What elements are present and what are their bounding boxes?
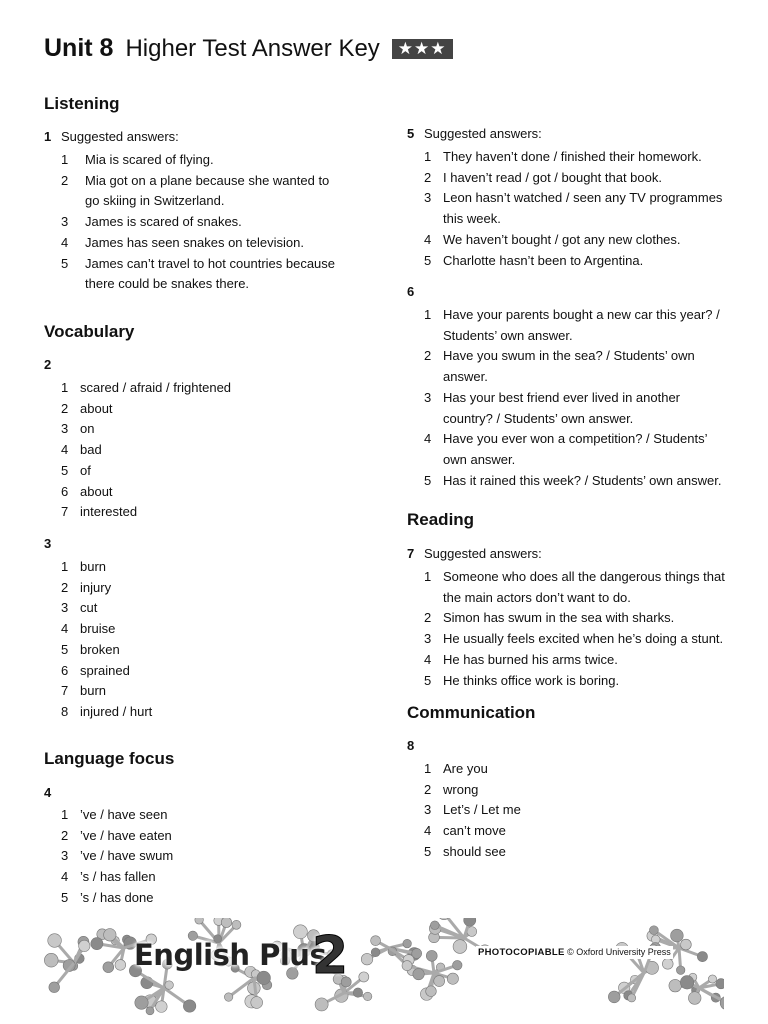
answer-number: 1 xyxy=(61,559,69,574)
answer-item xyxy=(424,650,729,671)
section-title-listening: Listening xyxy=(44,94,120,113)
answer-list-2 xyxy=(61,378,346,523)
answer-item xyxy=(61,233,346,254)
answer-number: 4 xyxy=(424,431,432,447)
answer-item xyxy=(61,661,346,682)
answer-item xyxy=(61,254,346,295)
answer-item xyxy=(61,378,346,399)
answer-number: 2 xyxy=(424,610,432,626)
answer-text: burn xyxy=(80,683,107,699)
answer-item xyxy=(424,759,729,780)
answer-text: should see xyxy=(443,843,506,859)
answer-text: ’ve / have seen xyxy=(80,807,168,822)
answer-text: ’s / has done xyxy=(80,889,154,905)
answer-item xyxy=(61,867,346,888)
answer-text: Have your parents bought a new car this year? / Students’ own answer. xyxy=(443,307,720,343)
section-title-language-focus: Language focus xyxy=(44,749,175,768)
answer-text: James can’t travel to hot countries because there could be snakes there. xyxy=(85,255,336,292)
answer-item xyxy=(61,419,346,440)
answer-number: 2 xyxy=(61,400,69,416)
answer-item xyxy=(61,557,346,578)
answer-list-5 xyxy=(424,147,729,271)
answer-text: ’s / has fallen xyxy=(80,869,156,885)
answer-list-6 xyxy=(424,305,729,491)
answer-number: 1 xyxy=(61,807,69,822)
answer-item xyxy=(424,671,729,692)
answer-number: 3 xyxy=(61,600,69,616)
answer-item xyxy=(424,471,729,492)
answer-number: 4 xyxy=(424,651,432,667)
exercise-number: 8 xyxy=(407,738,415,753)
answer-item xyxy=(61,578,346,599)
answer-text: James is scared of snakes. xyxy=(85,214,242,230)
answer-list-3 xyxy=(61,557,346,723)
answer-item xyxy=(424,780,729,801)
exercise-7-header xyxy=(407,546,542,561)
answer-text: injury xyxy=(80,579,112,595)
answer-text: wrong xyxy=(443,781,479,797)
answer-list-7 xyxy=(424,567,729,691)
answer-text: of xyxy=(80,462,91,478)
exercise-2-header xyxy=(44,357,61,372)
answer-text: He thinks office work is boring. xyxy=(443,672,620,688)
answer-item xyxy=(424,567,729,608)
answer-number: 3 xyxy=(61,421,69,437)
answer-text: interested xyxy=(80,504,138,520)
answer-number: 5 xyxy=(61,641,69,657)
answer-item xyxy=(61,212,346,233)
answer-number: 7 xyxy=(61,504,69,520)
answer-text: bruise xyxy=(80,621,116,637)
answer-text: James has seen snakes on television. xyxy=(85,234,304,250)
answer-text: He has burned his arms twice. xyxy=(443,651,618,667)
answer-text: injured / hurt xyxy=(80,703,153,719)
answer-number: 3 xyxy=(424,631,432,647)
answer-text: sprained xyxy=(80,662,130,678)
answer-item xyxy=(424,346,729,387)
answer-number: 3 xyxy=(424,802,432,818)
answer-text: can’t move xyxy=(443,823,506,839)
exercise-6-header xyxy=(407,284,424,299)
answer-number: 2 xyxy=(424,169,432,185)
answer-number: 8 xyxy=(61,703,69,719)
exercise-5-header xyxy=(407,126,542,141)
section-title-reading: Reading xyxy=(407,510,475,529)
answer-item xyxy=(61,846,346,867)
answer-item xyxy=(424,821,729,842)
answer-list-8 xyxy=(424,759,729,863)
answer-item xyxy=(424,147,729,168)
answer-item xyxy=(61,502,346,523)
exercise-intro: Suggested answers: xyxy=(424,546,542,561)
answer-item xyxy=(61,150,346,171)
section-title-vocabulary: Vocabulary xyxy=(44,322,135,341)
answer-text: Have you swum in the sea? / Students’ own answer. xyxy=(443,348,695,385)
answer-number: 4 xyxy=(61,869,69,885)
photocopiable-notice xyxy=(476,946,673,959)
answer-item xyxy=(424,608,729,629)
answer-text: They haven’t done / finished their homework. xyxy=(443,149,702,164)
exercise-1-header xyxy=(44,129,179,144)
answer-number: 4 xyxy=(61,442,69,458)
answer-item xyxy=(61,440,346,461)
exercise-intro: Suggested answers: xyxy=(424,126,542,141)
answer-number: 1 xyxy=(424,307,432,322)
exercise-number: 1 xyxy=(44,129,52,144)
answer-item xyxy=(424,305,729,346)
exercise-3-header xyxy=(44,536,61,551)
answer-text: Let’s / Let me xyxy=(443,802,521,818)
answer-text: Someone who does all the dangerous things that the main actors don’t want to do. xyxy=(443,569,725,605)
answer-text: Leon hasn’t watched / seen any TV programmes this week. xyxy=(443,190,723,227)
answer-item xyxy=(424,800,729,821)
answer-item xyxy=(61,826,346,847)
answer-text: Simon has swum in the sea with sharks. xyxy=(443,610,675,626)
answer-text: Are you xyxy=(443,761,488,776)
exercise-number: 4 xyxy=(44,785,52,800)
answer-text: I haven’t read / got / bought that book. xyxy=(443,169,662,185)
answer-number: 6 xyxy=(61,483,69,499)
exercise-4-header xyxy=(44,785,61,800)
answer-item xyxy=(61,598,346,619)
exercise-8-header xyxy=(407,738,424,753)
page-header xyxy=(44,34,453,63)
footer-banner xyxy=(44,918,724,1016)
answer-number: 5 xyxy=(424,472,432,488)
answer-number: 7 xyxy=(61,683,69,699)
answer-item xyxy=(61,888,346,909)
answer-number: 4 xyxy=(61,234,69,250)
answer-item xyxy=(424,429,729,470)
exercise-number: 3 xyxy=(44,536,52,551)
exercise-number: 6 xyxy=(407,284,415,299)
answer-number: 4 xyxy=(424,823,432,839)
answer-item xyxy=(424,230,729,251)
answer-number: 5 xyxy=(424,672,432,688)
answer-number: 3 xyxy=(61,214,69,230)
answer-number: 1 xyxy=(424,761,432,776)
answer-number: 3 xyxy=(424,190,432,206)
answer-item xyxy=(61,619,346,640)
page-title: Higher Test Answer Key xyxy=(125,35,380,62)
answer-number: 6 xyxy=(61,662,69,678)
answer-number: 4 xyxy=(61,621,69,637)
answer-item xyxy=(61,482,346,503)
exercise-number: 2 xyxy=(44,357,52,372)
answer-text: about xyxy=(80,483,113,499)
answer-number: 2 xyxy=(61,827,69,843)
answer-item xyxy=(61,399,346,420)
answer-text: Has your best friend ever lived in another country? / Students’ own answer. xyxy=(443,389,681,426)
answer-text: We haven’t bought / got any new clothes. xyxy=(443,231,681,247)
brand-logo-text: English Plus xyxy=(134,938,327,972)
answer-number: 5 xyxy=(424,843,432,859)
answer-item xyxy=(424,168,729,189)
answer-text: Has it rained this week? / Students’ own answer. xyxy=(443,472,722,488)
photocopiable-label: PHOTOCOPIABLE xyxy=(478,947,565,958)
answer-number: 1 xyxy=(61,152,69,167)
answer-text: on xyxy=(80,421,95,437)
answer-text: He usually feels excited when he’s doing a stunt. xyxy=(443,631,724,647)
answer-item xyxy=(61,681,346,702)
exercise-intro: Suggested answers: xyxy=(61,129,179,144)
answer-number: 2 xyxy=(424,348,432,364)
copyright-text: © Oxford University Press xyxy=(567,947,671,957)
answer-text: Have you ever won a competition? / Students’ own answer. xyxy=(443,431,707,467)
answer-item xyxy=(61,805,346,826)
answer-number: 2 xyxy=(61,579,69,595)
answer-item xyxy=(424,842,729,863)
answer-list-4 xyxy=(61,805,346,909)
answer-text: Charlotte hasn’t been to Argentina. xyxy=(443,252,644,268)
answer-text: Mia is scared of flying. xyxy=(85,152,214,167)
answer-text: Mia got on a plane because she wanted to go skiing in Switzerland. xyxy=(85,172,330,209)
answer-text: cut xyxy=(80,600,98,616)
answer-list-1 xyxy=(61,150,346,295)
section-title-communication: Communication xyxy=(407,703,536,722)
answer-text: burn xyxy=(80,559,107,574)
answer-text: bad xyxy=(80,442,102,458)
answer-text: ’ve / have swum xyxy=(80,848,174,864)
answer-item xyxy=(424,629,729,650)
answer-number: 5 xyxy=(61,255,69,271)
answer-item xyxy=(61,461,346,482)
answer-number: 5 xyxy=(61,889,69,905)
answer-number: 4 xyxy=(424,231,432,247)
answer-number: 2 xyxy=(424,781,432,797)
difficulty-stars-badge: ★★★ xyxy=(392,39,453,59)
unit-label: Unit 8 xyxy=(44,34,114,62)
answer-item xyxy=(424,188,729,229)
answer-item xyxy=(61,171,346,212)
exercise-number: 5 xyxy=(407,126,415,141)
answer-text: scared / afraid / frightened xyxy=(80,380,232,395)
exercise-number: 7 xyxy=(407,546,415,561)
answer-number: 1 xyxy=(424,149,432,164)
answer-item xyxy=(61,702,346,723)
answer-number: 5 xyxy=(424,252,432,268)
answer-item xyxy=(424,251,729,272)
answer-number: 2 xyxy=(61,172,69,188)
answer-number: 3 xyxy=(424,389,432,405)
answer-text: about xyxy=(80,400,113,416)
answer-text: ’ve / have eaten xyxy=(80,827,172,843)
brand-logo-number: 2 xyxy=(312,926,349,986)
answer-item xyxy=(424,388,729,429)
answer-number: 5 xyxy=(61,462,69,478)
answer-text: broken xyxy=(80,641,120,657)
answer-number: 1 xyxy=(61,380,69,395)
answer-item xyxy=(61,640,346,661)
answer-number: 3 xyxy=(61,848,69,864)
answer-number: 1 xyxy=(424,569,432,584)
